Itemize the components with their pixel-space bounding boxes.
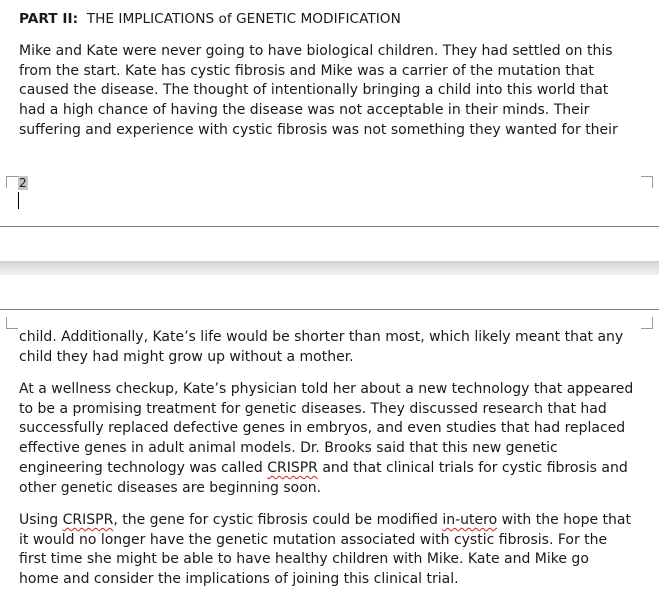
paragraph-line: other genetic diseases are beginning soon. [19,479,322,496]
paragraph-line: had a high chance of having the disease was not acceptable in their minds. Their [19,102,590,119]
paragraph-1[interactable] [19,42,649,141]
header-corner-mark-left [6,317,18,329]
spellcheck-flagged-word[interactable]: in-utero [442,512,498,528]
paragraph-line: Mike and Kate were never going to have biological children. They had settled on this [19,43,613,59]
page-separator-band [0,261,659,275]
paragraph-line: child they had might grow up without a mother. [19,348,354,365]
text-run: Using [19,512,63,528]
section-heading-title: THE IMPLICATIONS of GENETIC MODIFICATION [86,11,401,27]
paragraph-line: first time she might be able to have healthy children with Mike. Kate and Mike go [19,551,589,568]
document-page-1[interactable] [0,0,659,226]
text-run: and that clinical trials for cystic fibrosis and [317,459,628,476]
document-page-2[interactable] [0,310,659,598]
paragraph-line [19,459,649,479]
text-run: , the gene for cystic fibrosis could be modified [113,512,443,528]
paragraph-line: it would no longer have the genetic mutation associated with cystic fibrosis. For the [19,531,608,548]
paragraph-line: caused the disease. The thought of intentionally bringing a child into this world that [19,82,609,99]
paragraph-3[interactable] [19,511,649,590]
paragraph-line: from the start. Kate has cystic fibrosis and Mike was a carrier of the mutation that [19,62,594,79]
paragraph-line: At a wellness checkup, Kate’s physician told her about a new technology that appeared [19,381,634,397]
paragraph-line: suffering and experience with cystic fibrosis was not something they wanted for their [19,121,618,138]
paragraph-line: child. Additionally, Kate’s life would be shorter than most, which likely meant that any [19,329,624,345]
footer-corner-mark-right [641,176,653,188]
text-cursor [18,192,19,209]
footer-corner-mark-left [6,176,18,188]
section-heading-label: PART II: [19,11,79,27]
paragraph-1-continued[interactable] [19,328,649,367]
spellcheck-flagged-word[interactable]: CRISPR [267,459,318,476]
paragraph-line: effective genes in adult animal models. Dr. Brooks said that this new genetic [19,440,558,457]
page-number-field[interactable]: 2 [19,176,27,190]
text-run: engineering technology was called [19,459,268,476]
spellcheck-flagged-word[interactable]: CRISPR [62,512,114,528]
page-separator [0,226,659,310]
paragraph-line: successfully replaced defective genes in embryos, and even studies that had replaced [19,420,626,437]
paragraph-line [19,511,649,531]
paragraph-line: home and consider the implications of joining this clinical trial. [19,571,459,588]
text-run: with the hope that [497,512,631,528]
paragraph-2[interactable] [19,380,649,498]
paragraph-line: to be a promising treatment for genetic diseases. They discussed research that had [19,400,607,417]
section-heading [19,10,401,28]
